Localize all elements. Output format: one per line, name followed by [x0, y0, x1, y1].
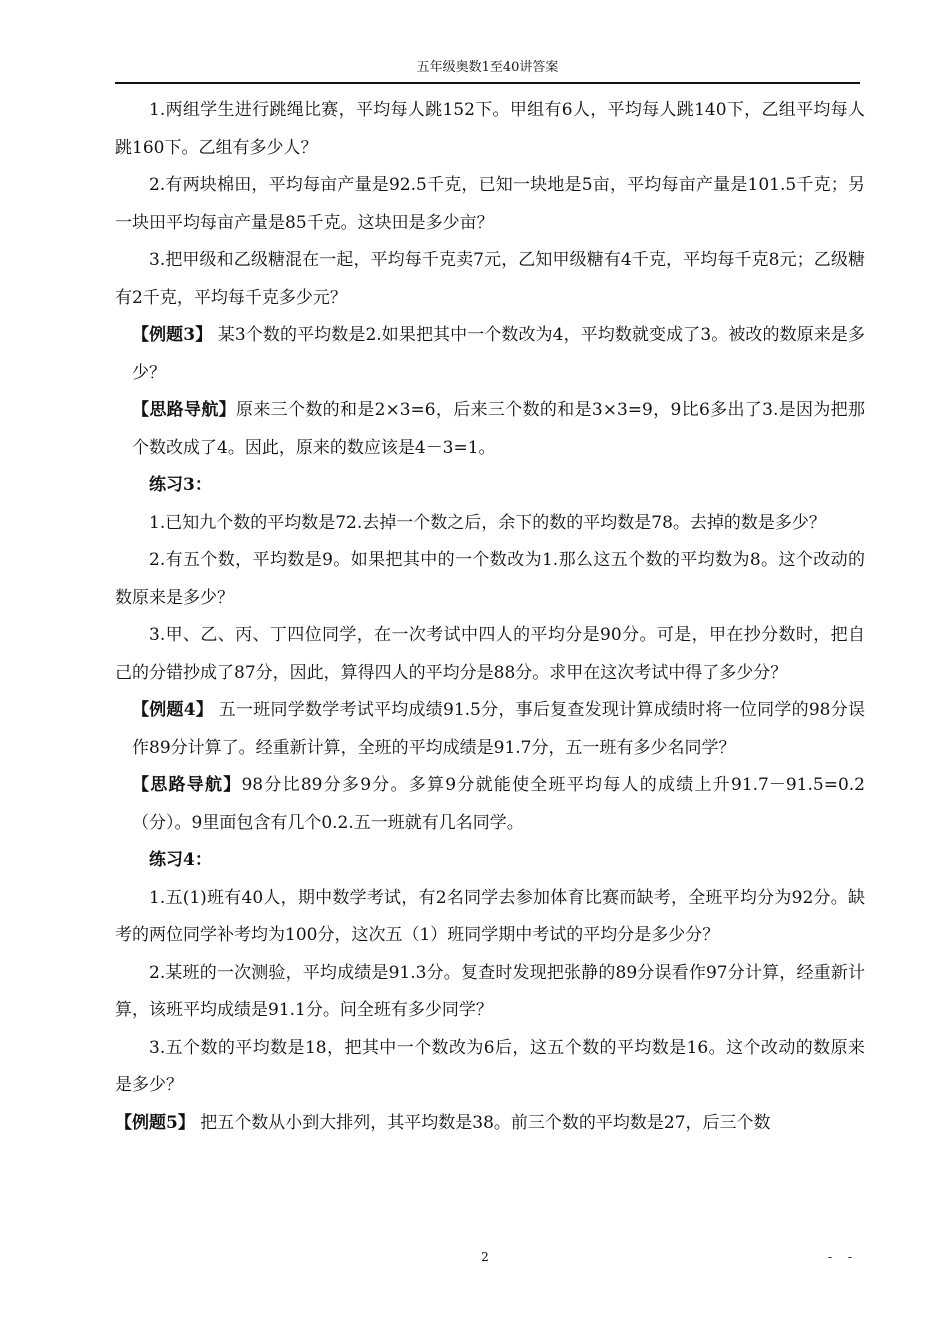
- guide-4-text: 98分比89分多9分。多算9分就能使全班平均每人的成绩上升91.7－91.5=0.2（分）。9里面包含有几个0.2.五一班就有几名同学。: [132, 775, 865, 833]
- page-header: [115, 60, 860, 84]
- practice2-item-1: 1.两组学生进行跳绳比赛，平均每人跳152下。甲组有6人，平均每人跳140下，乙组平均每人跳160下。乙组有多少人？: [115, 100, 865, 158]
- example-3: [115, 317, 865, 392]
- guide-4-label: 【思路导航】: [132, 775, 242, 795]
- practice3-item-2: 2.有五个数，平均数是9。如果把其中的一个数改为1.那么这五个数的平均数为8。这个改动的数原来是多少？: [115, 550, 865, 608]
- guide-3: [115, 392, 865, 467]
- document-body: [115, 92, 865, 1142]
- practice-3-heading: 练习3：: [149, 475, 212, 495]
- example-5-text: 把五个数从小到大排列，其平均数是38。前三个数的平均数是27，后三个数: [194, 1112, 771, 1133]
- footer-marks: - -: [828, 1250, 858, 1264]
- example-5-label: 【例题5】: [115, 1112, 195, 1133]
- guide-4: [115, 767, 865, 842]
- example-5: [115, 1105, 865, 1143]
- page-number: 2: [481, 1250, 489, 1264]
- practice2-item-3: 3.把甲级和乙级糖混在一起，平均每千克卖7元，乙知甲级糖有4千克，平均每千克8元；乙级糖有2千克，平均每千克多少元？: [115, 250, 865, 308]
- practice2-item-2: 2.有两块棉田，平均每亩产量是92.5千克，已知一块地是5亩，平均每亩产量是101.5千克；另一块田平均每亩产量是85千克。这块田是多少亩？: [115, 175, 865, 233]
- practice4-item-3: 3.五个数的平均数是18，把其中一个数改为6后，这五个数的平均数是16。这个改动的数原来是多少？: [115, 1037, 865, 1095]
- document-title: 五年级奥数1至40讲答案: [416, 60, 559, 75]
- practice4-item-1: 1.五(1)班有40人，期中数学考试，有2名同学去参加体育比赛而缺考，全班平均分为92分。缺考的两位同学补考均为100分，这次五（1）班同学期中考试的平均分是多少分？: [115, 887, 865, 945]
- example-4-text: 五一班同学数学考试平均成绩91.5分，事后复查发现计算成绩时将一位同学的98分误作89分计算了。经重新计算，全班的平均成绩是91.7分，五一班有多少名同学？: [132, 700, 865, 758]
- example-3-text: 某3个数的平均数是2.如果把其中一个数改为4，平均数就变成了3。被改的数原来是多少？: [132, 325, 865, 383]
- practice3-item-3: 3.甲、乙、丙、丁四位同学，在一次考试中四人的平均分是90分。可是，甲在抄分数时，把自己的分错抄成了87分，因此，算得四人的平均分是88分。求甲在这次考试中得了多少分？: [115, 625, 865, 683]
- guide-3-text: 原来三个数的和是2×3=6，后来三个数的和是3×3=9，9比6多出了3.是因为把那个数改成了4。因此，原来的数应该是4－3=1。: [132, 400, 865, 458]
- practice-4-heading: 练习4：: [149, 850, 212, 870]
- example-3-label: 【例题3】: [132, 325, 213, 345]
- example-4-label: 【例题4】: [132, 700, 214, 720]
- example-4: [115, 692, 865, 767]
- practice3-item-1: 1.已知九个数的平均数是72.去掉一个数之后，余下的数的平均数是78。去掉的数是多少？: [149, 512, 826, 533]
- practice4-item-2: 2.某班的一次测验，平均成绩是91.3分。复查时发现把张静的89分误看作97分计算，经重新计算，该班平均成绩是91.1分。问全班有多少同学？: [115, 962, 865, 1020]
- guide-3-label: 【思路导航】: [132, 400, 236, 420]
